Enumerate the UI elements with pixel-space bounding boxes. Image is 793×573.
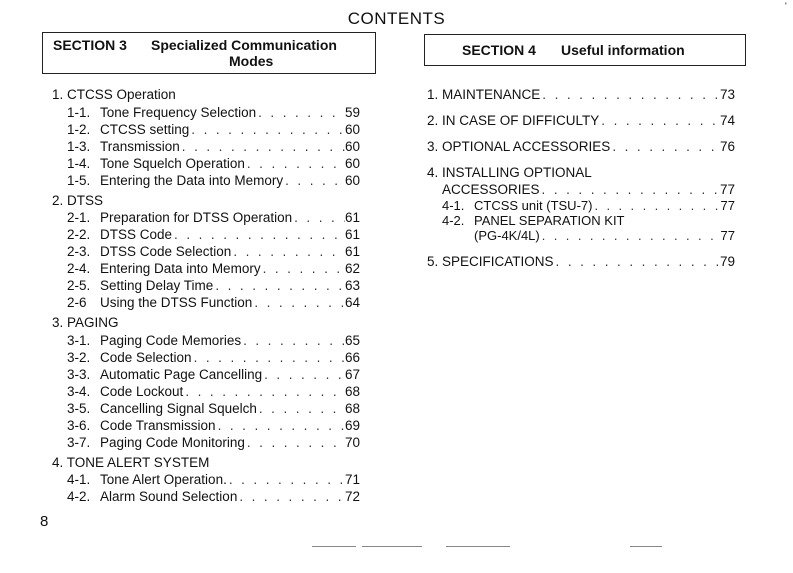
toc-entry-label: CTCSS unit (TSU-7) [474, 198, 593, 213]
dot-leader [227, 471, 345, 488]
section-4-number: SECTION 4 [462, 42, 536, 58]
section-3-header [42, 32, 376, 74]
scan-artifact-line [446, 546, 510, 547]
toc-entry-page: 59 [344, 104, 360, 120]
toc-entry-page: 68 [344, 383, 360, 399]
toc-entry-page: 60 [344, 172, 360, 188]
toc-entry-number: 2-1. [67, 210, 91, 225]
toc-entry-number: 2-3. [67, 244, 91, 259]
toc-entry-label: DTSS Code Selection [100, 244, 232, 259]
toc-entry-label: Code Lockout [100, 383, 184, 399]
toc-entry-number: 1-1. [67, 104, 91, 120]
toc-entry-cont[interactable] [427, 228, 735, 244]
toc-group-dtss [52, 192, 360, 312]
toc-entry-label: Setting Delay Time [100, 278, 214, 293]
toc-entry-specifications[interactable] [427, 253, 735, 270]
toc-entry-number: 2-6 [67, 295, 87, 310]
dot-leader [261, 260, 345, 277]
toc-entry-page: 74 [719, 113, 735, 128]
toc-group-title: 4. INSTALLING OPTIONAL [427, 165, 592, 180]
toc-entry-label: Code Transmission [100, 417, 216, 433]
dot-leader [252, 294, 345, 311]
toc-entry[interactable] [52, 277, 360, 294]
dot-leader [257, 400, 345, 417]
dot-leader [231, 243, 345, 260]
toc-entry-label: CTCSS setting [100, 121, 190, 137]
toc-group-paging [52, 314, 360, 451]
toc-group-title: 4. TONE ALERT SYSTEM [52, 454, 210, 470]
page-number: 8 [40, 513, 49, 530]
section-4-header [424, 34, 746, 66]
toc-entry-number: 3-3. [67, 366, 91, 382]
toc-entry[interactable] [52, 209, 360, 226]
toc-entry-page: 67 [344, 366, 360, 382]
toc-entry-label: 2. IN CASE OF DIFFICULTY [427, 113, 600, 128]
dot-leader [540, 86, 720, 103]
toc-entry-page: 77 [719, 182, 735, 197]
dot-leader [540, 228, 721, 244]
toc-entry-number: 3-1. [67, 332, 91, 348]
toc-entry-number: 1-5. [67, 172, 91, 188]
toc-entry-page: 64 [344, 295, 360, 310]
toc-entry-number: 2-5. [67, 278, 91, 293]
toc-entry[interactable] [52, 488, 360, 505]
section-4-toc [427, 86, 735, 279]
toc-entry[interactable] [52, 260, 360, 277]
toc-entry[interactable] [52, 121, 360, 138]
dot-leader [256, 104, 345, 121]
toc-entry-number: 2-4. [67, 261, 91, 276]
toc-entry-page: 60 [344, 155, 360, 171]
toc-entry-page: 61 [344, 227, 360, 242]
toc-entry-label: Tone Alert Operation. [100, 472, 227, 487]
toc-entry-label: Paging Code Monitoring [100, 434, 245, 450]
toc-entry-page: 79 [719, 254, 735, 269]
toc-entry-number: 4-1. [442, 198, 465, 213]
toc-entry[interactable] [52, 155, 360, 172]
scan-artifact-line [312, 546, 356, 547]
dot-leader [292, 209, 345, 226]
dot-leader [592, 198, 720, 213]
toc-entry-number: 3-6. [67, 417, 91, 433]
toc-entry-label: Automatic Page Cancelling [100, 366, 263, 382]
dot-leader [245, 434, 345, 451]
toc-entry-label: Tone Squelch Operation [100, 155, 245, 171]
toc-entry-number: 3-7. [67, 434, 91, 450]
toc-entry-page: 60 [344, 138, 360, 154]
toc-entry[interactable] [52, 104, 360, 121]
toc-entry-page: 76 [719, 139, 735, 154]
toc-entry-page: 62 [344, 261, 360, 276]
section-3-title-line2: Modes [229, 53, 274, 69]
dot-leader [216, 417, 345, 434]
toc-group-title: 3. PAGING [52, 315, 119, 330]
toc-entry-page: 66 [344, 349, 360, 365]
dot-leader [610, 138, 720, 155]
toc-entry[interactable] [52, 138, 360, 155]
toc-entry-number: 3-5. [67, 400, 91, 416]
toc-entry-label: PANEL SEPARATION KIT [474, 213, 625, 228]
toc-entry[interactable] [52, 383, 360, 400]
section-3-title-line1: Specialized Communication [151, 37, 337, 53]
toc-entry[interactable] [52, 471, 360, 488]
toc-entry-maintenance[interactable] [427, 86, 735, 103]
toc-group-title-cont: ACCESSORIES [442, 182, 540, 197]
toc-entry-page: 77 [720, 228, 735, 243]
toc-entry-number: 1-3. [67, 138, 91, 154]
toc-group-title: 2. DTSS [52, 192, 104, 208]
dot-leader [180, 138, 345, 155]
toc-entry-label: Preparation for DTSS Operation [100, 210, 293, 225]
toc-entry-label-cont: (PG-4K/4L) [474, 228, 540, 243]
dot-leader [213, 277, 345, 294]
toc-entry-label: Alarm Sound Selection [100, 489, 238, 504]
toc-entry-label: Tone Frequency Selection [100, 104, 257, 120]
dot-leader [183, 383, 345, 400]
toc-entry[interactable] [427, 198, 735, 213]
toc-entry[interactable] [52, 366, 360, 383]
scan-artifact-line [630, 546, 662, 547]
toc-group-ctcss [52, 86, 360, 189]
toc-entry-label: Code Selection [100, 349, 192, 365]
dot-leader [245, 155, 345, 172]
dot-leader [540, 181, 720, 198]
dot-leader [237, 488, 345, 505]
toc-entry-page: 61 [344, 244, 360, 259]
toc-entry-page: 70 [344, 434, 360, 450]
toc-entry[interactable] [52, 400, 360, 417]
toc-entry-page: 71 [344, 472, 360, 487]
toc-entry-page: 72 [344, 489, 360, 504]
dot-leader [283, 172, 345, 189]
toc-entry-page: 65 [344, 332, 360, 348]
toc-entry[interactable] [52, 332, 360, 349]
toc-entry-label: 5. SPECIFICATIONS [427, 254, 554, 269]
toc-entry-number: 3-4. [67, 383, 91, 399]
toc-entry-accessories[interactable] [427, 138, 735, 155]
toc-entry[interactable] [52, 294, 360, 311]
dot-leader [192, 349, 345, 366]
toc-entry[interactable] [52, 243, 360, 260]
toc-entry[interactable] [52, 349, 360, 366]
toc-entry-label: Entering the Data into Memory [100, 172, 284, 188]
toc-entry-number: 1-4. [67, 155, 91, 171]
toc-entry-difficulty[interactable] [427, 112, 735, 129]
toc-entry-label: Transmission [100, 138, 180, 154]
toc-entry-label: 3. OPTIONAL ACCESSORIES [427, 139, 611, 154]
toc-entry[interactable] [52, 226, 360, 243]
toc-entry-page: 69 [344, 417, 360, 433]
toc-entry-label: Cancelling Signal Squelch [100, 400, 257, 416]
dot-leader [262, 366, 345, 383]
toc-entry-number: 3-2. [67, 349, 91, 365]
dot-leader [241, 332, 345, 349]
page-title: CONTENTS [347, 9, 446, 28]
corner-mark: ' [785, 1, 787, 11]
toc-group-title: 1. CTCSS Operation [52, 87, 176, 102]
toc-entry[interactable] [52, 172, 360, 189]
toc-entry[interactable] [52, 417, 360, 434]
toc-entry-page: 73 [719, 87, 735, 102]
toc-entry-page: 77 [720, 198, 735, 213]
toc-entry-label: Using the DTSS Function [100, 295, 253, 310]
toc-entry-number: 4-2. [442, 213, 465, 228]
section-3-number: SECTION 3 [53, 37, 127, 53]
toc-entry-page: 61 [344, 210, 360, 225]
section-4-title: Useful information [561, 42, 685, 58]
toc-entry-page: 60 [344, 121, 360, 137]
toc-entry-page: 63 [344, 278, 360, 293]
toc-entry[interactable] [52, 434, 360, 451]
dot-leader [599, 112, 720, 129]
dot-leader [189, 121, 345, 138]
scan-artifact-line [362, 546, 422, 547]
toc-entry-number: 4-2. [67, 489, 91, 504]
toc-entry-number: 4-1. [67, 472, 91, 487]
toc-entry-label: Paging Code Memories [100, 332, 242, 348]
toc-entry-label: DTSS Code [100, 227, 173, 242]
dot-leader [554, 253, 720, 270]
toc-group-tone-alert [52, 454, 360, 506]
section-3-toc [52, 86, 360, 508]
toc-entry-number: 2-2. [67, 227, 91, 242]
toc-entry-page: 68 [344, 400, 360, 416]
toc-entry-label: 1. MAINTENANCE [427, 87, 541, 102]
toc-group-installing[interactable] [427, 164, 735, 244]
toc-entry-label: Entering Data into Memory [100, 261, 261, 276]
dot-leader [172, 226, 345, 243]
toc-entry-number: 1-2. [67, 121, 91, 137]
toc-entry[interactable] [427, 213, 735, 228]
